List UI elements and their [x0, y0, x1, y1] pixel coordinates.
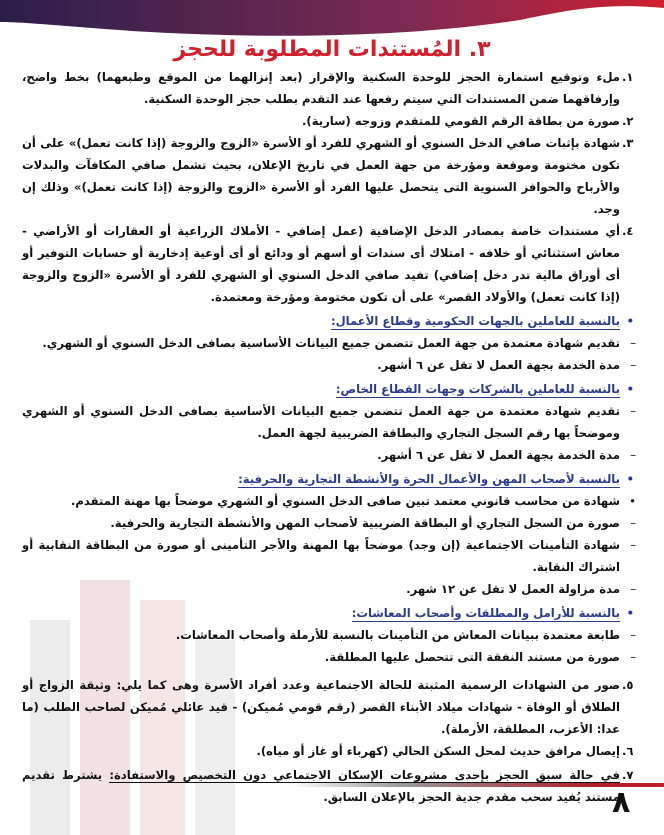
sub-point-text: تقديم شهادة معتمدة من جهة العمل تتضمن جميع البيانات الأساسية بصافى الدخل السنوي أو الشهري وموضحاً بها رقم السجل التجاري والبطاقة الضريبية لجهة العمل.: [22, 404, 620, 440]
sub-point-text: طابعة معتمدة ببيانات المعاش من التأمينات بالنسبة للأرملة وأصحاب المعاشات.: [175, 628, 620, 642]
sub-point-text: مدة الخدمة بجهة العمل لا تقل عن ٦ أشهر.: [377, 358, 620, 372]
subheading-text: بالنسبة للأرامل والمطلقات وأصحاب المعاشات:: [351, 606, 620, 620]
dash-marker: –: [630, 358, 636, 372]
dash-marker: –: [630, 650, 636, 664]
dash-marker: –: [630, 538, 636, 552]
sub-point: [22, 624, 636, 646]
item-text: ملء وتوقيع استمارة الحجز للوحدة السكنية والإقرار (بعد إنزالهما من الموقع وطبعهما) بخط واضح، وإرفاقهما ضمن المستندات التي سيتم رفعها عند التقدم بطلب حجز الوحدة السكنية.: [22, 70, 620, 106]
item-text: صورة من بطاقة الرقم القومي للمتقدم وزوجه (سارية).: [302, 114, 620, 128]
sub-point: [22, 400, 636, 444]
sub-point: [22, 444, 636, 466]
bullet-icon: •: [626, 606, 634, 620]
sub-point-text: تقديم شهادة معتمدة من جهة العمل تتضمن جميع البيانات الأساسية بصافى الدخل السنوي أو الشهري.: [42, 336, 620, 350]
footer-divider: [290, 783, 664, 787]
dash-marker: –: [630, 404, 636, 418]
item-text: شهادة بإثبات صافي الدخل السنوي أو الشهري للفرد أو الأسرة «الزوج والزوجة (إذا كانت تعمل)» على أن تكون مختومة وموقعة ومؤرخة من جهة العمل في تاريخ الإعلان، بحيث تشمل صافي المكافآت والبدلات والأرباح والحوافز السنوية التى يتحصل عليها الفرد أو الأسرة «الزوج والزوجة (إذا كانت تعمل)» وذلك إن وجد.: [22, 136, 620, 216]
sub-point: [22, 534, 636, 578]
sub-point-text: صورة من السجل التجاري أو البطاقة الضريبية لأصحاب المهن والأنشطة التجارية والحرفية.: [110, 516, 620, 530]
list-item: [22, 110, 634, 132]
item-text: إيصال مرافق حديث لمحل السكن الحالي (كهرباء أو غاز أو مياه).: [256, 744, 620, 758]
subheading: [22, 310, 634, 332]
sub-point-text: مدة الخدمة بجهة العمل لا تقل عن ٦ أشهر.: [377, 448, 620, 462]
subheading: [22, 378, 634, 400]
item-number: ٤.: [622, 224, 634, 238]
dash-marker: –: [630, 582, 636, 596]
sub-point: [22, 512, 636, 534]
sub-point: [22, 490, 636, 512]
page-number: ٨: [612, 785, 631, 820]
page-title: ٣. المُستندات المطلوبة للحجز: [173, 37, 491, 62]
subheading-text: بالنسبة لأصحاب المهن والأعمال الحرة والأنشطة التجارية والحرفية:: [238, 472, 620, 486]
bullet-icon: •: [626, 382, 634, 396]
sub-point-text: صورة من مستند النفقة التى تتحصل عليها المطلقة.: [324, 650, 620, 664]
subheading-text: بالنسبة للعاملين بالجهات الحكومية وقطاع الأعمال:: [330, 314, 620, 328]
dash-marker: •: [629, 494, 636, 508]
subheading: [22, 602, 634, 624]
item-text: صور من الشهادات الرسمية المثبتة للحالة الاجتماعية وعدد أفراد الأسرة وهى كما يلي: وثيقة الزواج أو الطلاق أو الوفاة - شهادات ميلاد الأبناء القصر (رقم قومي مُميكن) - قيد عائلي مُميكن لصاحب الطلب (ما عدا: الأعزب، المطلقة، الأرملة).: [22, 678, 620, 736]
item-number: ٦.: [622, 744, 634, 758]
list-item: [22, 220, 634, 308]
subheading-text: بالنسبة للعاملين بالشركات وجهات القطاع الخاص:: [335, 382, 620, 396]
header-swoosh: [0, 0, 664, 40]
list-item: [22, 132, 634, 220]
sub-point: [22, 646, 636, 668]
document-body: [22, 66, 636, 808]
sub-point-text: شهادة من محاسب قانوني معتمد تبين صافى الدخل السنوي أو الشهري موضحاً بها مهنة المتقدم.: [71, 494, 620, 508]
bullet-icon: •: [626, 472, 634, 486]
subheading: [22, 468, 634, 490]
list-item: [22, 66, 634, 110]
sub-point-text: مدة مزاولة العمل لا تقل عن ١٢ شهر.: [406, 582, 620, 596]
item-number: ٣.: [622, 136, 634, 150]
item-number: ٥.: [622, 678, 634, 692]
sub-point: [22, 354, 636, 376]
item-number: ٢.: [622, 114, 634, 128]
list-item: [22, 674, 634, 740]
sub-point-text: شهادة التأمينات الاجتماعية (إن وجد) موضحاً بها المهنة والأجر التأمينى أو صورة من البطاقة النقابية أو اشتراك النقابة.: [22, 538, 620, 574]
list-item: [22, 740, 634, 762]
item-number: ١.: [622, 70, 634, 84]
sub-point: [22, 332, 636, 354]
item-text: أي مستندات خاصة بمصادر الدخل الإضافية (عمل إضافي - الأملاك الزراعية أو العقارات أو الأراضي - معاش استثنائي أو خلافه - امتلاك أى سندات أو أسهم أو ودائع أو أى أوعية إدخارية أو حسابات التوفير أو أى أوراق مالية تدر دخل إضافي) تفيد صافي الدخل السنوي أو الشهري للفرد أو الأسرة «الزوج والزوجة (إذا كانت تعمل) والأولاد القصر» على أن تكون مختومة ومؤرخة ومعتمدة.: [22, 224, 620, 304]
list-item-7: ٧. في حالة سبق الحجز بإحدى مشروعات الإسكان الاجتماعي دون التخصيص والاستفادة: يشترط تقديم مستند يُفيد سحب مقدم جدية الحجز بالإعلان السابق.: [22, 768, 634, 804]
dash-marker: –: [630, 336, 636, 350]
item7-condition: في حالة سبق الحجز بإحدى مشروعات الإسكان الاجتماعي دون التخصيص والاستفادة:: [109, 768, 620, 782]
sub-point: [22, 578, 636, 600]
dash-marker: –: [630, 516, 636, 530]
dash-marker: –: [630, 628, 636, 642]
dash-marker: –: [630, 448, 636, 462]
bullet-icon: •: [626, 314, 634, 328]
